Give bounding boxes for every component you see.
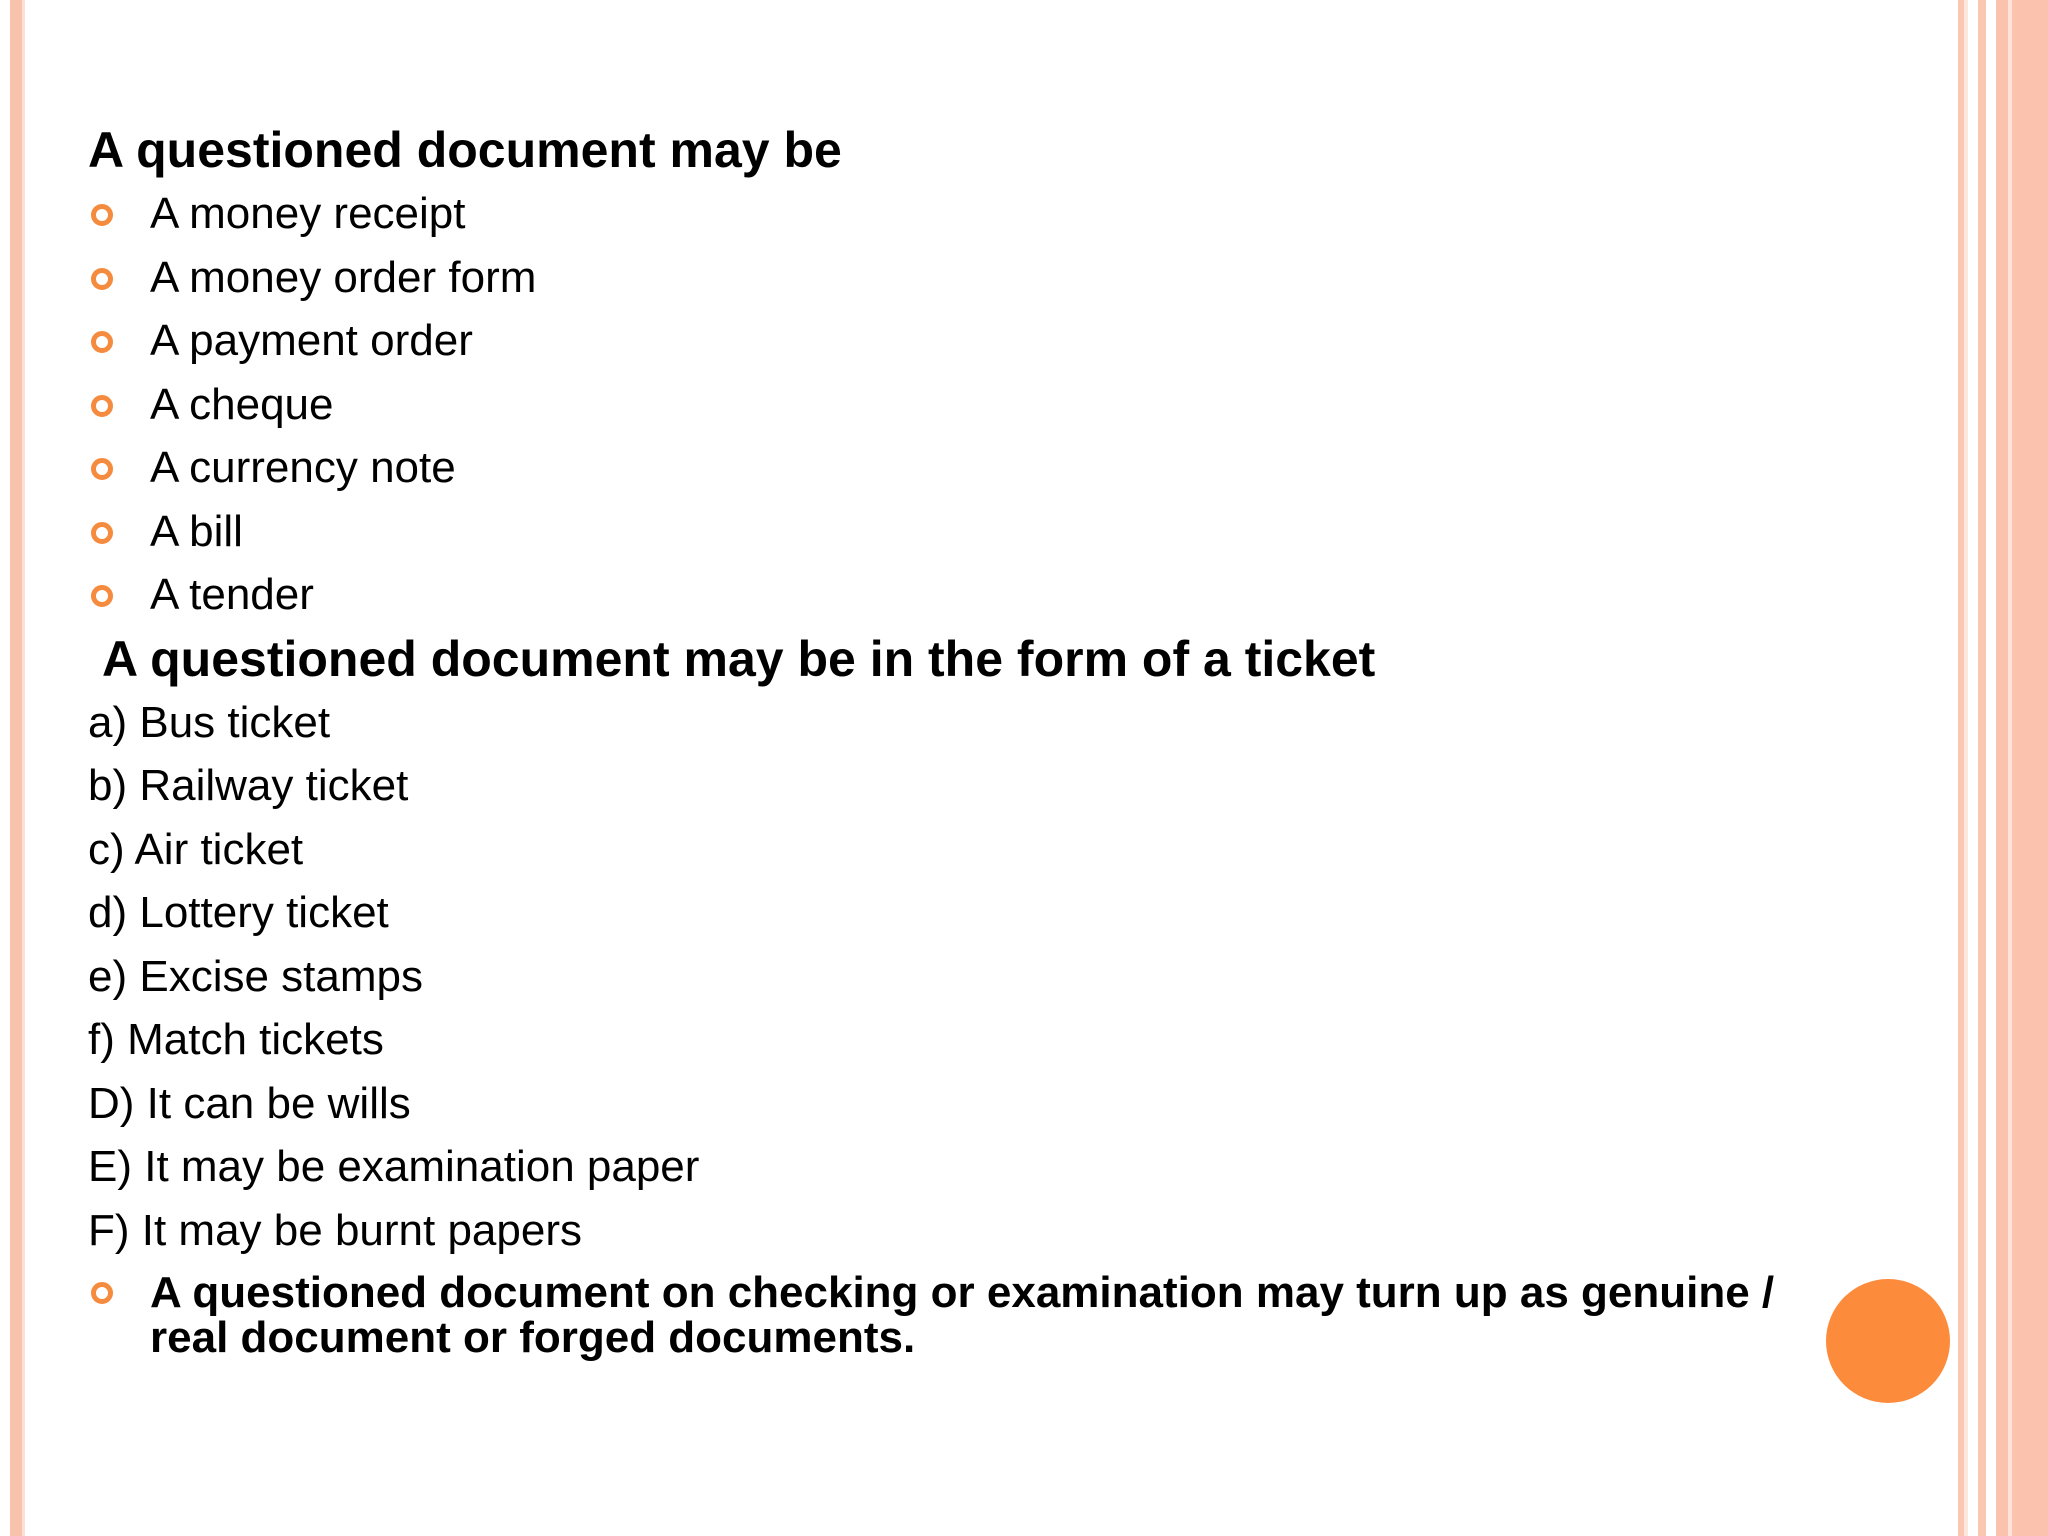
list-item: b) Railway ticket xyxy=(88,761,409,810)
right-border-stripe xyxy=(1964,0,1968,1536)
hollow-circle-bullet-icon xyxy=(91,458,113,480)
hollow-circle-bullet-icon xyxy=(91,268,113,290)
list-item: F) It may be burnt papers xyxy=(88,1205,582,1255)
list-item: D) It can be wills xyxy=(88,1078,411,1128)
list-item-text: A tender xyxy=(150,570,314,619)
hollow-circle-bullet-icon xyxy=(91,204,113,226)
list-item: e) Excise stamps xyxy=(88,951,423,1001)
list-item xyxy=(88,373,1728,437)
list-item: c) Air ticket xyxy=(88,824,304,874)
list-item: a) Bus ticket xyxy=(88,697,331,747)
list-item xyxy=(88,436,1728,500)
list-item-text: A bill xyxy=(150,506,243,556)
right-border-band xyxy=(1996,0,2048,1536)
list-item: d) Lottery ticket xyxy=(88,888,389,937)
list-item-text: A money receipt xyxy=(150,189,466,238)
list-item-text: A payment order xyxy=(150,316,473,365)
conclusion-item xyxy=(88,1270,1790,1360)
list-item: f) Match tickets xyxy=(88,1015,384,1064)
hollow-circle-bullet-icon xyxy=(91,585,113,607)
left-border-stripe-inner xyxy=(22,0,25,1536)
list-item: E) It may be examination paper xyxy=(88,1142,700,1191)
section-heading-tickets: A questioned document may be in the form of a ticket xyxy=(102,630,1376,687)
list-item-text: A cheque xyxy=(150,379,334,429)
list-item xyxy=(88,309,1728,373)
hollow-circle-bullet-icon xyxy=(91,395,113,417)
conclusion-text: A questioned document on checking or examination may turn up as genuine / real document or forged documents. xyxy=(150,1268,1775,1362)
list-item xyxy=(88,182,1728,246)
hollow-circle-bullet-icon xyxy=(91,331,113,353)
orange-circle-icon xyxy=(1826,1279,1950,1403)
right-border-stripe xyxy=(2008,0,2012,1536)
hollow-circle-bullet-icon xyxy=(91,522,113,544)
left-border-stripe xyxy=(10,0,22,1536)
hollow-circle-bullet-icon xyxy=(91,1282,113,1304)
list-item xyxy=(88,563,1728,627)
list-item xyxy=(88,500,1728,564)
list-item-text: A money order form xyxy=(150,252,537,302)
list-item-text: A currency note xyxy=(150,443,456,492)
section-heading-documents: A questioned document may be xyxy=(88,122,842,178)
slide-content xyxy=(88,118,1775,1362)
list-item xyxy=(88,246,1728,310)
right-border-stripe xyxy=(1978,0,1986,1536)
